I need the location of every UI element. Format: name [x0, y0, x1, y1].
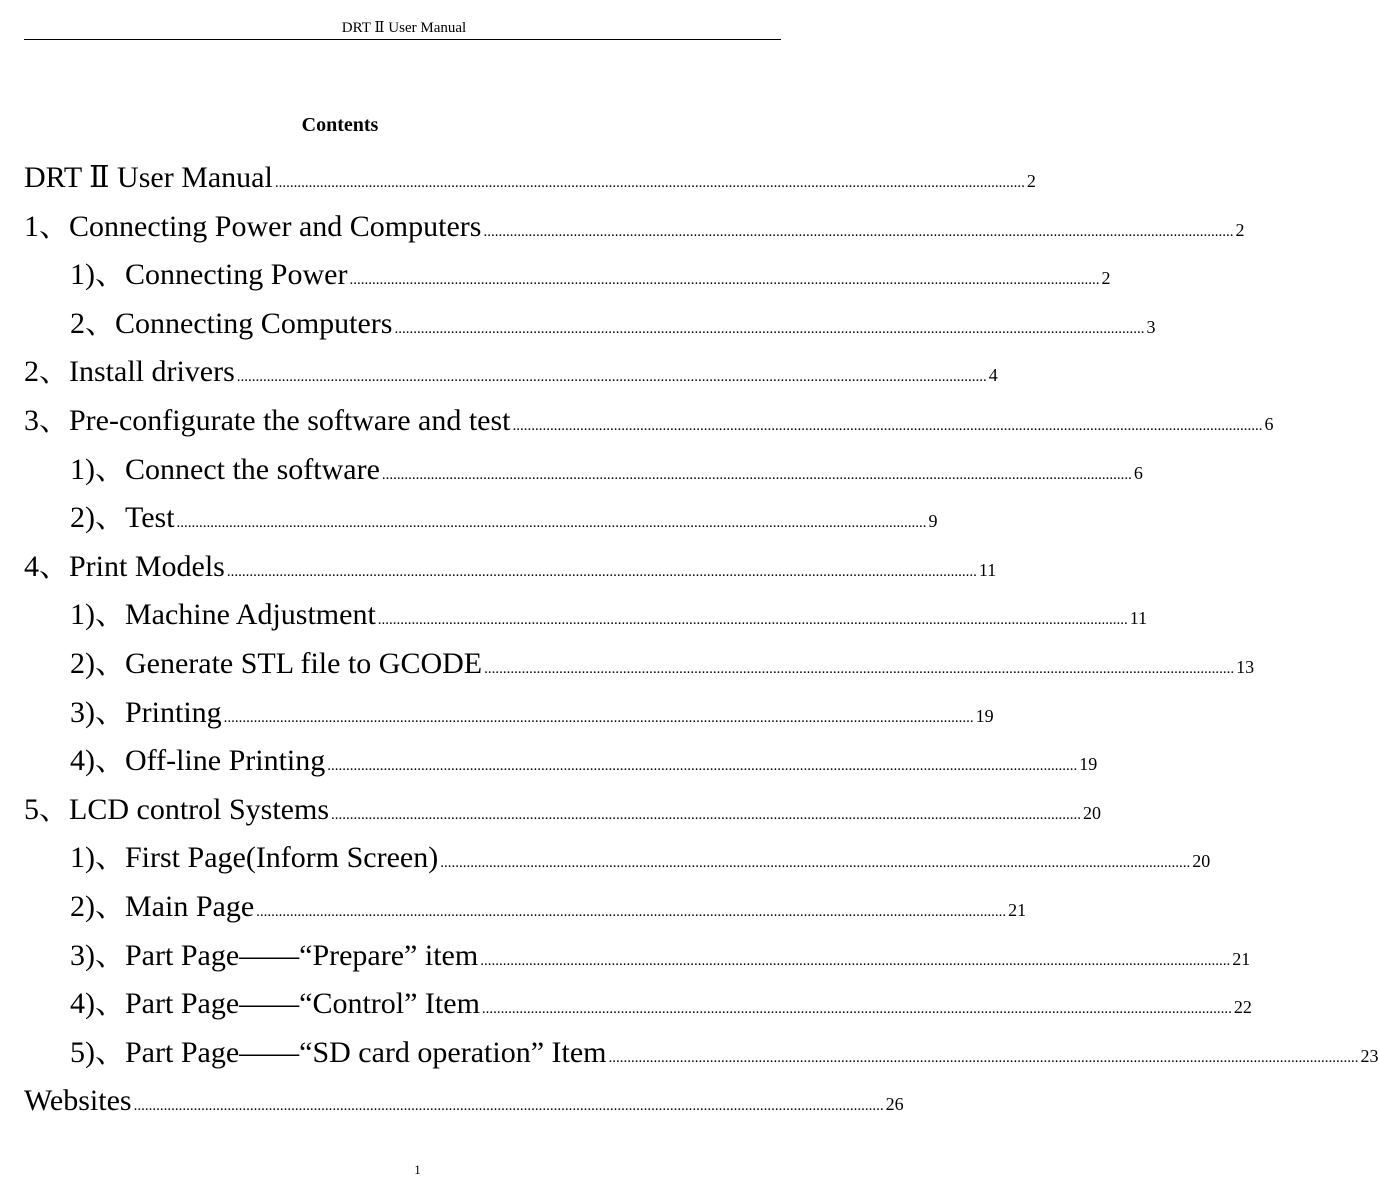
dot-leader: ........................................................................................................................................................................................................: [256, 903, 1007, 920]
toc-page-number: 21: [1232, 948, 1251, 969]
dot-leader: ........................................................................................................................................................................................................: [274, 175, 1025, 191]
dot-leader: ........................................................................................................................................................................................................: [176, 515, 927, 532]
toc-page-number: 3: [1146, 316, 1156, 337]
toc-page-number: 9: [928, 511, 938, 532]
toc-entry[interactable]: [24, 251, 1111, 300]
dot-leader: ........................................................................................................................................................................................................: [440, 855, 1191, 872]
dot-leader: ........................................................................................................................................................................................................: [133, 1098, 884, 1115]
dot-leader: ........................................................................................................................................................................................................: [331, 806, 1081, 823]
dot-leader: ........................................................................................................................................................................................................: [226, 563, 977, 580]
dot-leader: ........................................................................................................................................................................................................: [480, 952, 1231, 969]
toc-page-number: 6: [1264, 413, 1274, 434]
toc-page-number: 20: [1192, 851, 1211, 872]
toc-entry-title: 3、Pre-configurate the software and test: [24, 403, 511, 437]
toc-entry[interactable]: [24, 1077, 904, 1126]
dot-leader: ........................................................................................................................................................................................................: [236, 369, 987, 386]
toc-entry-title: 1)、Machine Adjustment: [70, 598, 376, 632]
toc-entry[interactable]: [24, 446, 1143, 495]
toc-entry-title: Websites: [24, 1084, 132, 1118]
dot-leader: ........................................................................................................................................................................................................: [381, 466, 1132, 483]
toc-page-number: 26: [885, 1094, 904, 1115]
toc-entry-title: 1)、First Page(Inform Screen): [70, 841, 439, 875]
dot-leader: ........................................................................................................................................................................................................: [608, 1049, 1359, 1066]
toc-entry[interactable]: [24, 154, 1036, 203]
toc-page-number: 22: [1233, 997, 1252, 1018]
toc-entry[interactable]: [24, 737, 1098, 786]
dot-leader: ........................................................................................................................................................................................................: [394, 320, 1145, 337]
toc-entry-title: 2)、Generate STL file to GCODE: [70, 646, 483, 680]
dot-leader: ........................................................................................................................................................................................................: [223, 709, 974, 726]
toc-entry-title: 2)、Main Page: [70, 889, 255, 923]
toc-entry[interactable]: [24, 834, 1211, 883]
toc-entry-title: 3)、Printing: [70, 695, 222, 729]
toc-entry[interactable]: [24, 348, 998, 397]
dot-leader: ........................................................................................................................................................................................................: [327, 758, 1078, 775]
toc-page-number: 11: [1129, 608, 1148, 629]
toc-entry-title: 5)、Part Page——“SD card operation” Item: [70, 1035, 607, 1069]
dot-leader: ........................................................................................................................................................................................................: [484, 660, 1235, 677]
toc-entry[interactable]: [24, 203, 1245, 252]
toc-page-number: 19: [975, 705, 994, 726]
dot-leader: ........................................................................................................................................................................................................: [349, 272, 1100, 289]
contents-title: Contents: [301, 114, 379, 136]
toc-page-number: 21: [1008, 899, 1027, 920]
toc-entry-title: 2)、Test: [70, 501, 175, 535]
toc-entry[interactable]: [24, 543, 997, 592]
toc-entry[interactable]: [24, 932, 1251, 981]
toc-entry[interactable]: [24, 591, 1148, 640]
toc-page-number: 6: [1133, 462, 1143, 483]
toc-page-number: 2: [1026, 171, 1036, 191]
toc-entry[interactable]: [24, 397, 1274, 446]
toc-page-number: 4: [988, 365, 998, 386]
toc-entry[interactable]: [24, 786, 1101, 835]
toc-page-number: 2: [1101, 268, 1111, 289]
toc-page-number: 13: [1236, 656, 1255, 677]
toc-entry[interactable]: [24, 640, 1255, 689]
toc-entry[interactable]: [24, 689, 994, 738]
toc-entry-title: 1、Connecting Power and Computers: [24, 209, 482, 243]
toc-entry-title: 2、Install drivers: [24, 355, 235, 389]
running-header: DRT Ⅱ User Manual: [341, 20, 467, 36]
toc-entry-title: 1)、Connecting Power: [70, 258, 348, 292]
header-rule: [24, 39, 781, 40]
toc-entry-title: DRT Ⅱ User Manual: [24, 161, 273, 194]
toc-entry[interactable]: [24, 494, 938, 543]
toc-entry-title: 5、LCD control Systems: [24, 792, 329, 826]
toc-page-number: 2: [1235, 219, 1245, 240]
toc-page-number: 11: [978, 559, 997, 580]
toc-entry-title: 4)、Off-line Printing: [70, 744, 326, 778]
page-number-footer: 1: [414, 1162, 421, 1177]
table-of-contents: [24, 154, 1379, 1126]
dot-leader: ........................................................................................................................................................................................................: [377, 612, 1128, 629]
toc-page-number: 19: [1079, 754, 1098, 775]
toc-page-number: 23: [1360, 1045, 1379, 1066]
dot-leader: ........................................................................................................................................................................................................: [481, 1001, 1232, 1018]
toc-page-number: 20: [1083, 802, 1101, 823]
toc-entry[interactable]: [24, 883, 1027, 932]
toc-entry[interactable]: [24, 1029, 1379, 1078]
dot-leader: ........................................................................................................................................................................................................: [483, 223, 1234, 240]
toc-entry-title: 2、Connecting Computers: [70, 306, 393, 340]
toc-entry[interactable]: [24, 300, 1156, 349]
toc-entry-title: 3)、Part Page——“Prepare” item: [70, 938, 479, 972]
toc-entry-title: 1)、Connect the software: [70, 452, 380, 486]
dot-leader: ........................................................................................................................................................................................................: [512, 417, 1263, 434]
toc-entry-title: 4、Print Models: [24, 549, 225, 583]
toc-entry[interactable]: [24, 980, 1252, 1029]
toc-entry-title: 4)、Part Page——“Control” Item: [70, 987, 480, 1021]
